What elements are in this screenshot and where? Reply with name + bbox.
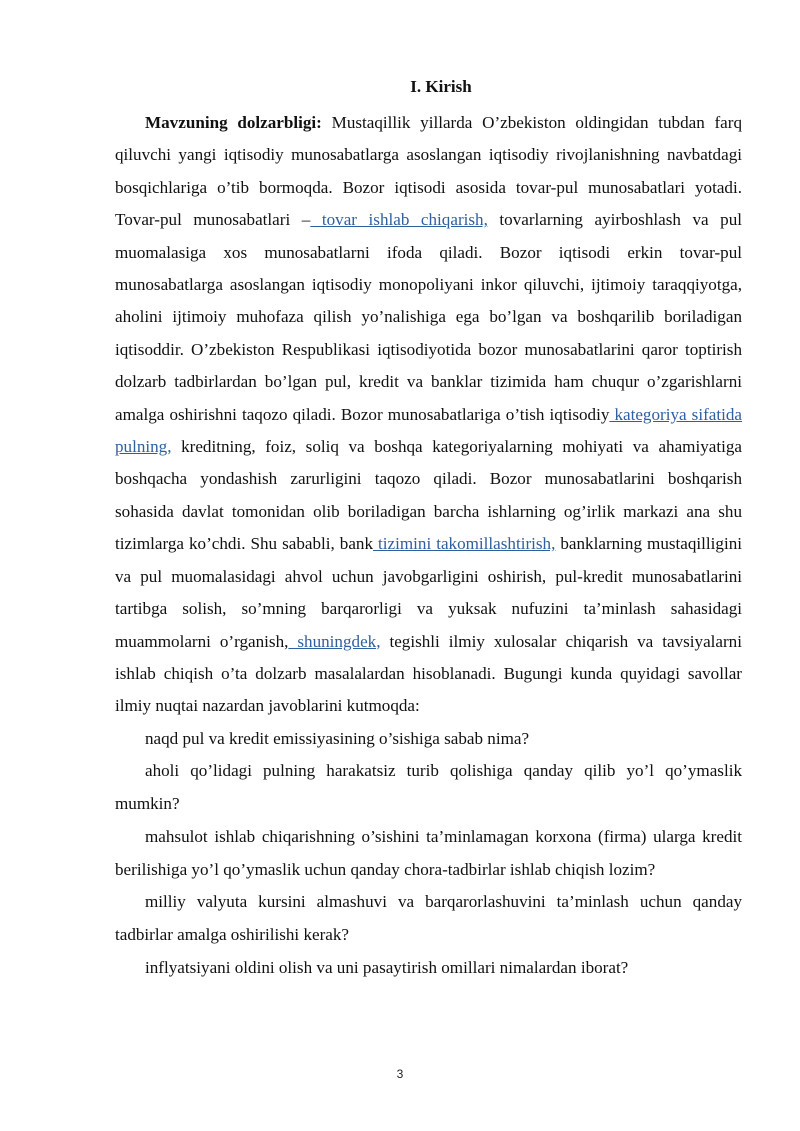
intro-text-5: tegishli ilmiy xulosalar chiqarish va tavsiyalarni ishlab chiqish o’ta dolzarb masalalardan hisoblanadi. Bugungi kunda quyidagi savollar ilmiy nuqtai nazardan javoblarini kutmoqda: [115, 631, 742, 716]
page-number: 3 [396, 1067, 404, 1081]
link-tizimini-takomillashtirish[interactable]: tizimini takomillashtirish, [373, 534, 556, 554]
intro-text-4: banklarning mustaqilligini va pul muomalasidagi ahvol uchun javobgarligini oshirish, pul-kredit munosabatlarini tartibga solish, so’mning barqarorligi va yuksak nufuzini ta’minlash sahasidagi muammolarni o’rganish, [115, 534, 742, 651]
question-item: aholi qo’lidagi pulning harakatsiz turib qolishiga qanday qilib yo’l qo’ymaslik mumkin? [115, 761, 742, 814]
question-item: inflyatsiyani oldini olish va uni pasaytirish omillari nimalardan iborat? [145, 957, 629, 977]
intro-text-1: Mustaqillik yillarda O’zbekiston oldingidan tubdan farq qiluvchi yangi iqtisodiy munosabatlarga asoslangan iqtisodiy rivojlanishning navbatdagi bosqichlariga o’tib bormoqda. Bozor iqtisodi asosida tovar-pul munosabatlari yotadi. Tovar-pul munosabatlari – [115, 113, 743, 230]
question-item: naqd pul va kredit emissiyasining o’sishiga sabab nima? [145, 728, 530, 748]
link-shuningdek[interactable]: shuningdek, [288, 631, 381, 651]
link-kategoriya-sifatida-pulning[interactable]: kategoriya sifatida pulning, [115, 404, 742, 457]
intro-text-3: kreditning, foiz, soliq va boshqa kategoriyalarning mohiyati va ahamiyatiga boshqacha yondashish zarurligini taqozo qiladi. Bozor munosabatlarini boshqarish sohasida davlat tomonidan olib boriladigan barcha ishlarning og’irlik markazi ana shu tizimlarga ko’chdi. Shu sababli, bank [115, 437, 742, 554]
question-item: milliy valyuta kursini almashuvi va barqarorlashuvini ta’minlash uchun qanday tadbirlar amalga oshirilishi kerak? [115, 892, 742, 944]
link-tovar-ishlab-chiqarish[interactable]: tovar ishlab chiqarish, [310, 210, 488, 230]
intro-text-2: tovarlarning ayirboshlash va pul muomalasiga xos munosabatlarni ifoda qiladi. Bozor iqtisodi erkin tovar-pul munosabatlarga asoslangan iqtisodiy monopoliyani inkor qiluvchi, ijtimoiy taraqqiyotga, aholini ijtimoiy muhofaza qilish yo’nalishiga ega bo’lgan va boshqarilib boriladigan iqtisoddir. O’zbekiston Respublikasi iqtisodiyotida bozor munosabatlarini qaror toptirish dolzarb tadbirlardan bo’lgan pul, kredit va banklar tizimida ham chuqur o’zgarishlarni amalga oshirishni taqozo qiladi. Bozor munosabatlariga o’tish iqtisodiy [115, 210, 742, 424]
question-item: mahsulot ishlab chiqarishning o’sishini ta’minlamagan korxona (firma) ularga kredit berilishiga yo’l qo’ymaslik uchun qanday chora-tadbirlar ishlab chiqish lozim? [115, 826, 742, 879]
intro-paragraph [115, 107, 742, 723]
page-content [115, 74, 742, 984]
section-heading: I. Kirish [410, 77, 472, 96]
relevance-label: Mavzuning dolzarbligi: [145, 113, 322, 132]
